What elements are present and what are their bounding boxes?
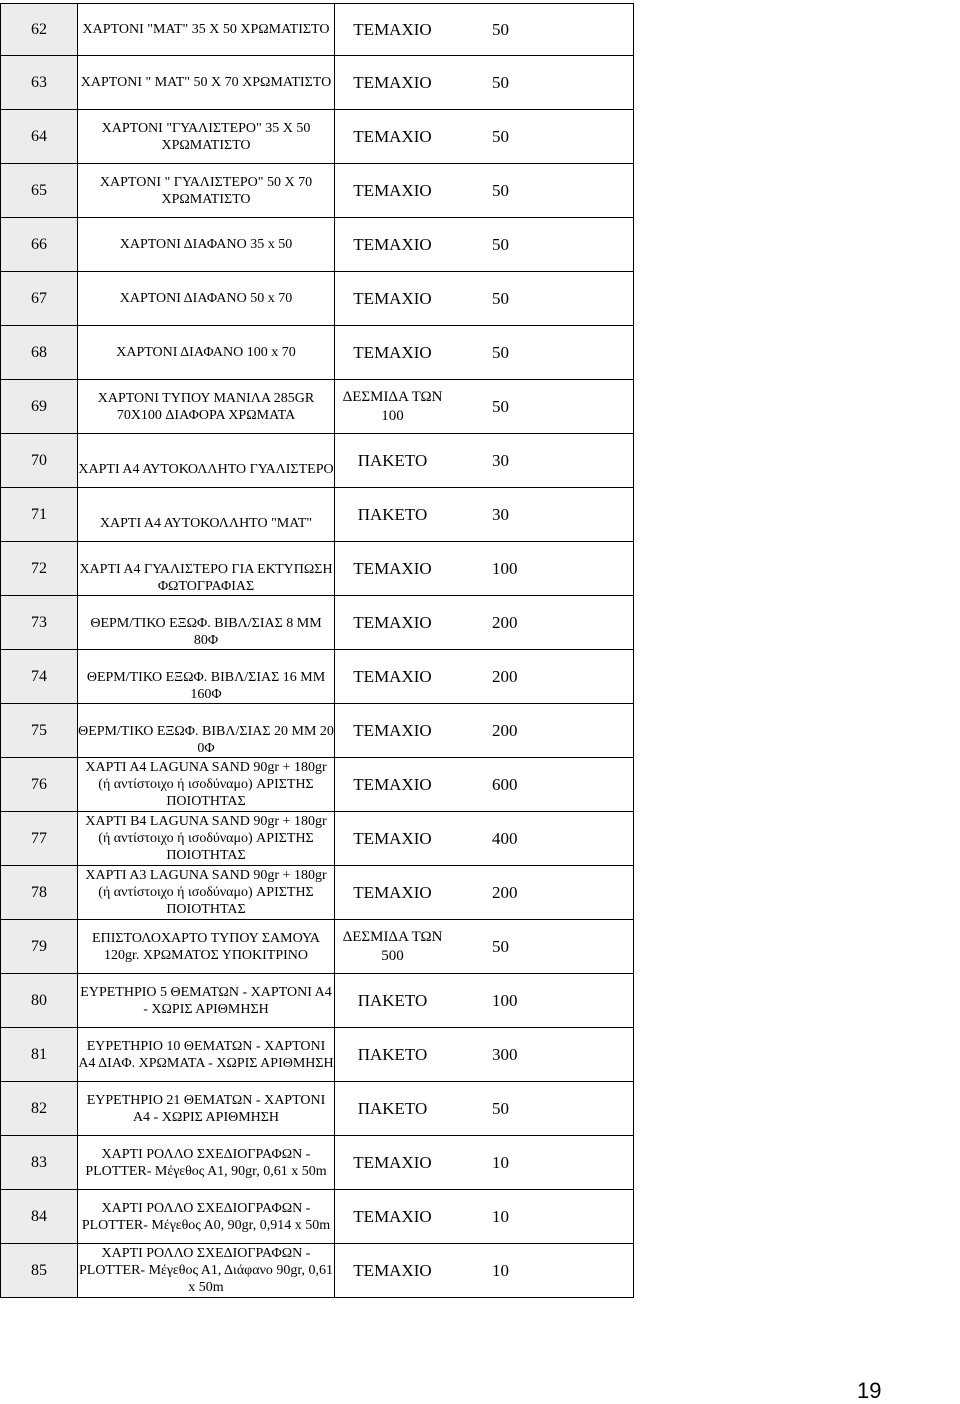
item-number: 70 <box>1 434 78 488</box>
item-unit: ΔΕΣΜΙΔΑ ΤΩΝ 500 <box>342 928 443 964</box>
item-number: 62 <box>1 4 78 56</box>
table-row <box>1 704 634 758</box>
item-quantity: 200 <box>492 612 518 632</box>
item-quantity: 300 <box>492 1044 518 1064</box>
item-quantity: 30 <box>492 450 509 470</box>
table-row <box>1 434 634 488</box>
table-row <box>1 650 634 704</box>
table-row <box>1 1136 634 1190</box>
unit-qty-cell <box>335 650 634 704</box>
item-unit: ΤΕΜΑΧΙΟ <box>353 180 432 200</box>
unit-qty-cell <box>335 164 634 218</box>
table-row <box>1 1190 634 1244</box>
item-unit: ΤΕΜΑΧΙΟ <box>353 828 432 848</box>
item-number: 83 <box>1 1136 78 1190</box>
item-description: ΕΥΡΕΤΗΡΙΟ 10 ΘΕΜΑΤΩΝ - ΧΑΡΤΟΝΙ Α4 ΔΙΑΦ. ΧΡΩΜΑΤΑ - ΧΩΡΙΣ ΑΡΙΘΜΗΣΗ <box>78 1028 335 1082</box>
table-row <box>1 974 634 1028</box>
item-quantity: 50 <box>492 1098 509 1118</box>
item-unit: ΤΕΜΑΧΙΟ <box>353 234 432 254</box>
item-description: ΧΑΡΤΟΝΙ ΔΙΑΦΑΝΟ 100 x 70 <box>78 326 335 380</box>
item-unit: ΤΕΜΑΧΙΟ <box>353 612 432 632</box>
item-unit: ΤΕΜΑΧΙΟ <box>353 774 432 794</box>
item-unit: ΤΕΜΑΧΙΟ <box>353 882 432 902</box>
table-row <box>1 110 634 164</box>
item-quantity: 10 <box>492 1206 509 1226</box>
item-number: 78 <box>1 866 78 920</box>
unit-qty-cell <box>335 218 634 272</box>
item-unit: ΤΕΜΑΧΙΟ <box>353 666 432 686</box>
unit-qty-cell <box>335 326 634 380</box>
item-unit: ΤΕΜΑΧΙΟ <box>353 1152 432 1172</box>
item-description: ΧΑΡΤΟΝΙ "ΓΥΑΛΙΣΤΕΡΟ" 35 Χ 50 ΧΡΩΜΑΤΙΣΤΟ <box>78 110 335 164</box>
unit-qty-cell <box>335 4 634 56</box>
item-number: 84 <box>1 1190 78 1244</box>
unit-qty-cell <box>335 1082 634 1136</box>
item-description: ΧΑΡΤΙ Β4 LAGUNA SAND 90gr + 180gr (ή αντίστοιχο ή ισοδύναμο) ΑΡΙΣΤΗΣ ΠΟΙΟΤΗΤΑΣ <box>78 812 335 866</box>
item-unit: ΤΕΜΑΧΙΟ <box>353 19 432 39</box>
item-quantity: 400 <box>492 828 518 848</box>
item-description: ΧΑΡΤΟΝΙ ΔΙΑΦΑΝΟ 50 x 70 <box>78 272 335 326</box>
item-description: ΧΑΡΤΙ ΡΟΛΛΟ ΣΧΕΔΙΟΓΡΑΦΩΝ - PLOTTER- Μέγεθος Α1, Διάφανο 90gr, 0,61 x 50m <box>78 1244 335 1298</box>
item-quantity: 50 <box>492 234 509 254</box>
item-description: ΧΑΡΤΟΝΙ ΔΙΑΦΑΝΟ 35 x 50 <box>78 218 335 272</box>
unit-qty-cell <box>335 110 634 164</box>
item-number: 76 <box>1 758 78 812</box>
item-description: ΧΑΡΤΙ Α4 ΓΥΑΛΙΣΤΕΡΟ ΓΙΑ ΕΚΤΥΠΩΣΗ ΦΩΤΟΓΡΑΦΙΑΣ <box>78 542 335 596</box>
item-unit: ΤΕΜΑΧΙΟ <box>353 126 432 146</box>
item-quantity: 100 <box>492 990 518 1010</box>
item-number: 65 <box>1 164 78 218</box>
item-unit: ΠΑΚΕΤΟ <box>357 450 428 470</box>
item-number: 69 <box>1 380 78 434</box>
item-quantity: 100 <box>492 558 518 578</box>
item-description: ΕΠΙΣΤΟΛΟΧΑΡΤΟ ΤΥΠΟΥ ΣΑΜΟΥΑ 120gr. ΧΡΩΜΑΤΟΣ ΥΠΟΚΙΤΡΙΝΟ <box>78 920 335 974</box>
item-unit: ΠΑΚΕΤΟ <box>357 1044 428 1064</box>
item-unit: ΤΕΜΑΧΙΟ <box>353 720 432 740</box>
item-description: ΧΑΡΤΙ Α4 ΑΥΤΟΚΟΛΛΗΤΟ "ΜΑΤ" <box>78 488 335 542</box>
table-row <box>1 542 634 596</box>
unit-qty-cell <box>335 380 634 434</box>
item-number: 82 <box>1 1082 78 1136</box>
item-description: ΧΑΡΤΟΝΙ " ΓΥΑΛΙΣΤΕΡΟ" 50 Χ 70 ΧΡΩΜΑΤΙΣΤΟ <box>78 164 335 218</box>
item-unit: ΤΕΜΑΧΙΟ <box>353 1260 432 1280</box>
table-row <box>1 218 634 272</box>
item-number: 80 <box>1 974 78 1028</box>
table-row <box>1 164 634 218</box>
item-description: ΘΕΡΜ/ΤΙΚΟ ΕΞΩΦ. ΒΙΒΛ/ΣΙΑΣ 8 ΜΜ 80Φ <box>78 596 335 650</box>
unit-qty-cell <box>335 56 634 110</box>
table-row <box>1 1028 634 1082</box>
item-quantity: 200 <box>492 666 518 686</box>
item-description: ΧΑΡΤΙ Α3 LAGUNA SAND 90gr + 180gr (ή αντίστοιχο ή ισοδύναμο) ΑΡΙΣΤΗΣ ΠΟΙΟΤΗΤΑΣ <box>78 866 335 920</box>
table-row <box>1 56 634 110</box>
table-row <box>1 488 634 542</box>
unit-qty-cell <box>335 596 634 650</box>
item-unit: ΤΕΜΑΧΙΟ <box>353 1206 432 1226</box>
unit-qty-cell <box>335 812 634 866</box>
item-number: 85 <box>1 1244 78 1298</box>
page-number: 19 <box>857 1378 882 1403</box>
table-row <box>1 272 634 326</box>
item-unit: ΤΕΜΑΧΙΟ <box>353 342 432 362</box>
item-quantity: 10 <box>492 1152 509 1172</box>
unit-qty-cell <box>335 974 634 1028</box>
item-number: 71 <box>1 488 78 542</box>
item-number: 68 <box>1 326 78 380</box>
unit-qty-cell <box>335 434 634 488</box>
item-number: 63 <box>1 56 78 110</box>
unit-qty-cell <box>335 866 634 920</box>
item-description: ΧΑΡΤΙ ΡΟΛΛΟ ΣΧΕΔΙΟΓΡΑΦΩΝ - PLOTTER- Μέγεθος Α0, 90gr, 0,914 x 50m <box>78 1190 335 1244</box>
item-description: ΧΑΡΤΙ Α4 ΑΥΤΟΚΟΛΛΗΤΟ ΓΥΑΛΙΣΤΕΡΟ <box>78 434 335 488</box>
unit-qty-cell <box>335 1028 634 1082</box>
item-quantity: 50 <box>492 396 509 416</box>
unit-qty-cell <box>335 1244 634 1298</box>
item-description: ΘΕΡΜ/ΤΙΚΟ ΕΞΩΦ. ΒΙΒΛ/ΣΙΑΣ 20 ΜΜ 20 0Φ <box>78 704 335 758</box>
items-table <box>0 3 634 1298</box>
item-unit: ΠΑΚΕΤΟ <box>357 504 428 524</box>
table-row <box>1 1082 634 1136</box>
table-row <box>1 866 634 920</box>
item-unit: ΤΕΜΑΧΙΟ <box>353 288 432 308</box>
unit-qty-cell <box>335 272 634 326</box>
item-number: 81 <box>1 1028 78 1082</box>
table-row <box>1 596 634 650</box>
item-quantity: 50 <box>492 126 509 146</box>
item-description: ΘΕΡΜ/ΤΙΚΟ ΕΞΩΦ. ΒΙΒΛ/ΣΙΑΣ 16 ΜΜ 160Φ <box>78 650 335 704</box>
item-number: 64 <box>1 110 78 164</box>
unit-qty-cell <box>335 1136 634 1190</box>
unit-qty-cell <box>335 542 634 596</box>
item-number: 73 <box>1 596 78 650</box>
table-row <box>1 326 634 380</box>
item-description: ΧΑΡΤΙ ΡΟΛΛΟ ΣΧΕΔΙΟΓΡΑΦΩΝ - PLOTTER- Μέγεθος Α1, 90gr, 0,61 x 50m <box>78 1136 335 1190</box>
item-quantity: 200 <box>492 882 518 902</box>
item-unit: ΤΕΜΑΧΙΟ <box>353 558 432 578</box>
item-unit: ΠΑΚΕΤΟ <box>357 990 428 1010</box>
item-description: ΧΑΡΤΟΝΙ " ΜΑΤ" 50 Χ 70 ΧΡΩΜΑΤΙΣΤΟ <box>78 56 335 110</box>
item-quantity: 10 <box>492 1260 509 1280</box>
item-quantity: 50 <box>492 72 509 92</box>
item-number: 75 <box>1 704 78 758</box>
item-description: ΧΑΡΤΟΝΙ "ΜΑΤ" 35 Χ 50 ΧΡΩΜΑΤΙΣΤΟ <box>78 4 335 56</box>
item-description: ΧΑΡΤΟΝΙ ΤΥΠΟΥ ΜΑΝΙΛΑ 285GR 70X100 ΔΙΑΦΟΡΑ ΧΡΩΜΑΤΑ <box>78 380 335 434</box>
item-number: 72 <box>1 542 78 596</box>
unit-qty-cell <box>335 488 634 542</box>
unit-qty-cell <box>335 758 634 812</box>
item-number: 74 <box>1 650 78 704</box>
item-number: 66 <box>1 218 78 272</box>
table-row <box>1 1244 634 1298</box>
item-number: 67 <box>1 272 78 326</box>
item-number: 77 <box>1 812 78 866</box>
table-row <box>1 758 634 812</box>
table-row <box>1 920 634 974</box>
item-quantity: 30 <box>492 504 509 524</box>
unit-qty-cell <box>335 1190 634 1244</box>
item-description: ΕΥΡΕΤΗΡΙΟ 21 ΘΕΜΑΤΩΝ - ΧΑΡΤΟΝΙ Α4 - ΧΩΡΙΣ ΑΡΙΘΜΗΣΗ <box>78 1082 335 1136</box>
item-quantity: 200 <box>492 720 518 740</box>
item-unit: ΤΕΜΑΧΙΟ <box>353 72 432 92</box>
table-row <box>1 812 634 866</box>
item-quantity: 50 <box>492 19 509 39</box>
unit-qty-cell <box>335 920 634 974</box>
item-quantity: 600 <box>492 774 518 794</box>
item-number: 79 <box>1 920 78 974</box>
item-quantity: 50 <box>492 342 509 362</box>
unit-qty-cell <box>335 704 634 758</box>
table-row <box>1 4 634 56</box>
item-unit: ΔΕΣΜΙΔΑ ΤΩΝ 100 <box>342 388 443 424</box>
item-quantity: 50 <box>492 180 509 200</box>
item-quantity: 50 <box>492 288 509 308</box>
item-quantity: 50 <box>492 936 509 956</box>
item-unit: ΠΑΚΕΤΟ <box>357 1098 428 1118</box>
item-description: ΧΑΡΤΙ Α4 LAGUNA SAND 90gr + 180gr (ή αντίστοιχο ή ισοδύναμο) ΑΡΙΣΤΗΣ ΠΟΙΟΤΗΤΑΣ <box>78 758 335 812</box>
table-row <box>1 380 634 434</box>
item-description: ΕΥΡΕΤΗΡΙΟ 5 ΘΕΜΑΤΩΝ - ΧΑΡΤΟΝΙ Α4 - ΧΩΡΙΣ ΑΡΙΘΜΗΣΗ <box>78 974 335 1028</box>
